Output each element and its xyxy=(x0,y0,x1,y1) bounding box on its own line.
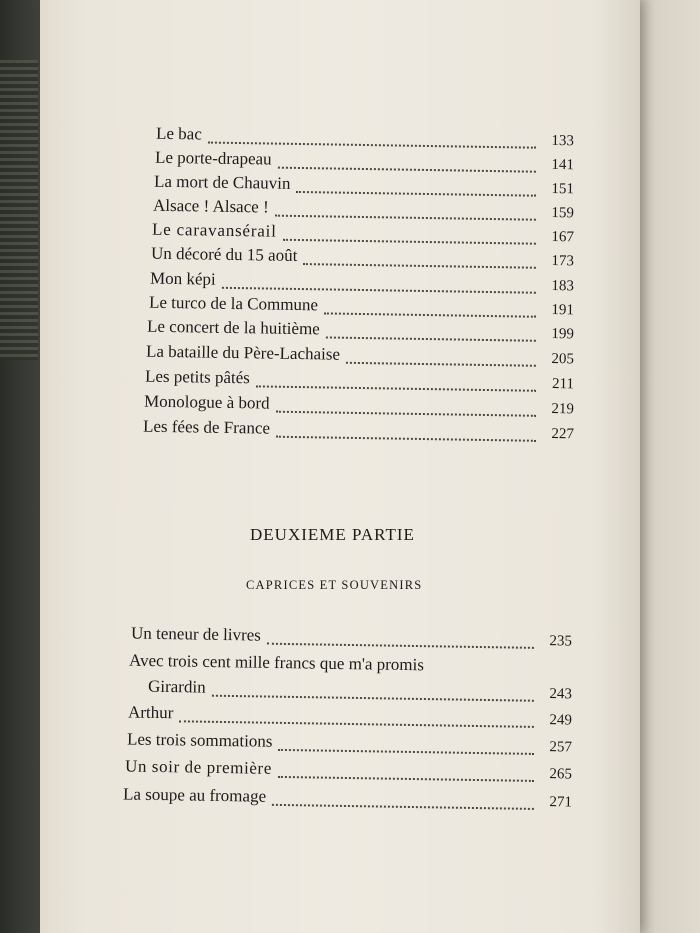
toc-entry-page: 167 xyxy=(551,228,575,246)
toc-entry-page: 173 xyxy=(551,252,575,270)
toc-entry-title: La mort de Chauvin xyxy=(153,171,291,193)
toc-entry-page: 183 xyxy=(551,277,575,295)
section-title: CAPRICES ET SOUVENIRS xyxy=(246,578,423,592)
toc-entry-page: 159 xyxy=(551,204,575,222)
toc-entry-title: Le concert de la huitième xyxy=(146,316,320,339)
dot-leader xyxy=(303,263,535,269)
toc-entry-title: Le bac xyxy=(155,123,202,144)
toc-entry-title: La bataille du Père-Lachaise xyxy=(145,341,341,364)
toc-entry-title: Les petits pâtés xyxy=(144,366,251,388)
toc-entry xyxy=(128,703,572,734)
toc-entry-page: 133 xyxy=(551,132,575,150)
dot-leader xyxy=(278,776,534,782)
toc-entry-title: Un soir de première xyxy=(124,756,273,778)
toc-entry xyxy=(127,730,572,761)
toc-entry-title: La soupe au fromage xyxy=(122,784,267,806)
toc-entry xyxy=(123,784,572,815)
toc-entry xyxy=(131,624,572,655)
toc-entry-title: Un teneur de livres xyxy=(130,623,262,645)
dot-leader xyxy=(275,215,536,221)
dot-leader xyxy=(272,804,533,810)
dot-leader xyxy=(346,362,536,367)
dot-leader xyxy=(275,411,535,417)
toc-entry-page: 227 xyxy=(551,426,575,443)
toc-entry xyxy=(148,677,572,708)
toc-entry-page: 141 xyxy=(551,156,575,174)
dot-leader xyxy=(324,312,535,317)
dot-leader xyxy=(278,749,533,755)
dot-leader xyxy=(179,720,533,728)
dot-leader xyxy=(222,287,536,294)
toc-entry-page: 219 xyxy=(551,401,575,418)
dot-leader xyxy=(296,191,535,197)
toc-entry-page: 243 xyxy=(549,685,573,703)
dot-leader xyxy=(276,436,536,442)
toc-entry-page: 235 xyxy=(549,633,573,650)
toc-entry-title: Les trois sommations xyxy=(126,729,273,751)
toc-entry-title-line1: Avec trois cent mille francs que m'a promis xyxy=(128,650,425,675)
toc-entry-title: Alsace ! Alsace ! xyxy=(152,195,269,217)
dot-leader xyxy=(283,239,536,245)
toc-entry-page: 265 xyxy=(549,766,573,783)
dot-leader xyxy=(208,142,536,149)
toc-entry-title: Le caravansérail xyxy=(151,219,277,241)
part-title: DEUXIEME PARTIE xyxy=(250,525,415,544)
toc-entry-page: 191 xyxy=(551,301,575,319)
toc-entry-title: Les fées de France xyxy=(142,416,271,438)
toc-entry-page: 271 xyxy=(549,794,573,811)
toc-entry-title: Monologue à bord xyxy=(143,391,270,413)
toc-entry-title: Girardin xyxy=(147,676,206,697)
toc-entry xyxy=(125,756,572,787)
toc-entry-title: Un décoré du 15 août xyxy=(150,243,298,265)
dot-leader xyxy=(267,643,534,649)
dot-leader xyxy=(326,336,536,341)
toc-entry-page: 151 xyxy=(551,180,575,198)
toc-entry-page: 257 xyxy=(549,739,573,756)
dot-leader xyxy=(212,695,534,702)
toc-entry-title: Le turco de la Commune xyxy=(148,292,319,315)
toc-entry-page: 199 xyxy=(551,326,575,343)
toc-entry-page: 211 xyxy=(551,376,575,393)
toc-entry-title: Le porte-drapeau xyxy=(154,147,272,169)
toc-entry-page: 249 xyxy=(549,712,573,729)
toc-entry-title: Mon képi xyxy=(149,268,216,289)
dot-leader xyxy=(256,385,536,391)
toc-entry-page: 205 xyxy=(551,351,575,368)
toc-entry-title: Arthur xyxy=(127,702,174,723)
dot-leader xyxy=(277,167,535,173)
